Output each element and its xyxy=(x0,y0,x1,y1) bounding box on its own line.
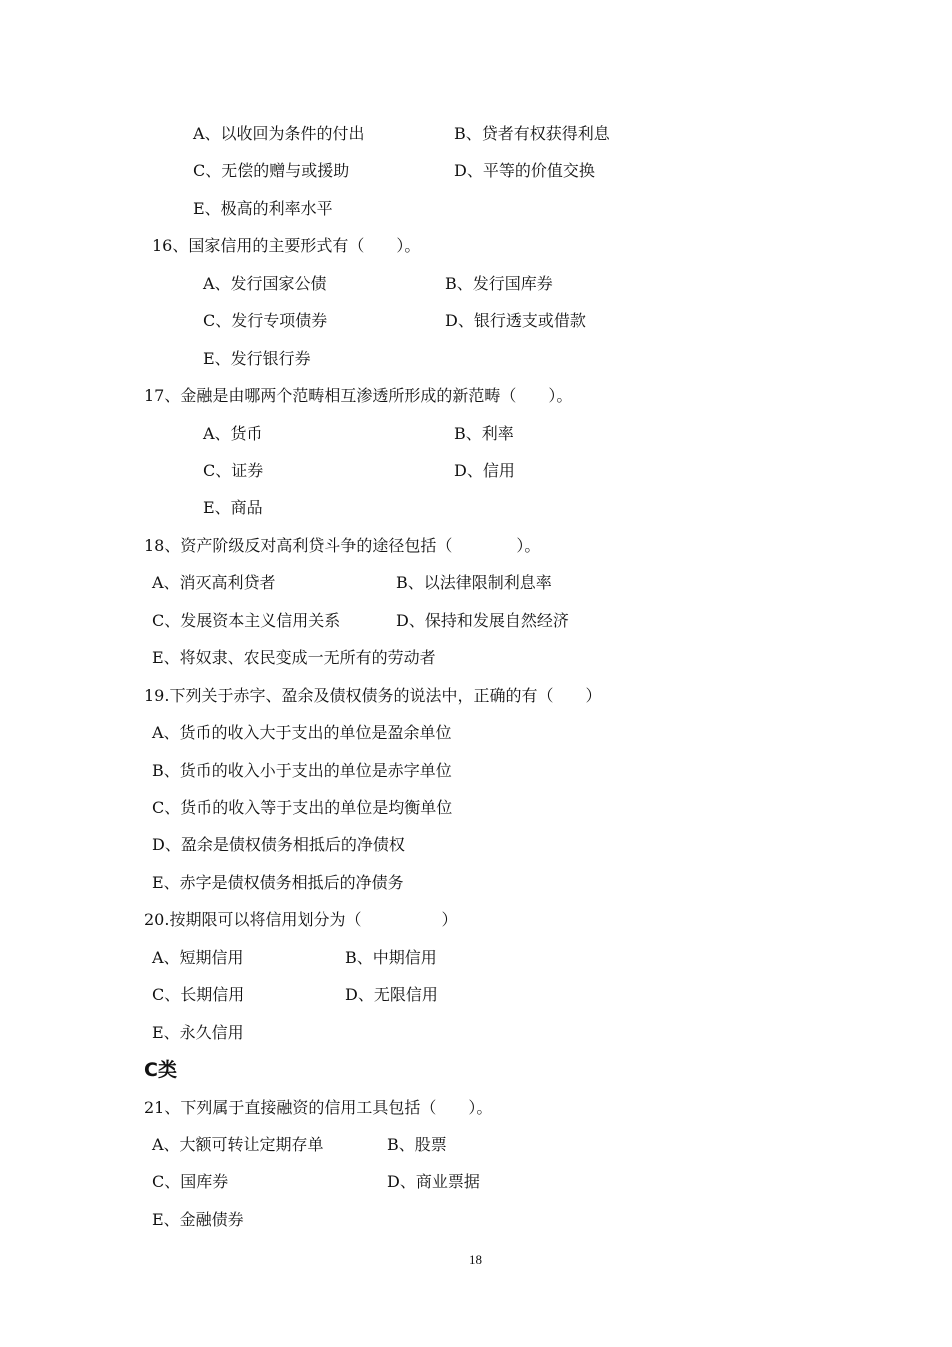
q21-option-b: B、股票 xyxy=(387,1135,447,1154)
q20-option-a: A、短期信用 xyxy=(152,948,244,967)
q15-option-a: A、以收回为条件的付出 xyxy=(193,124,365,143)
q19-option-a: A、货币的收入大于支出的单位是盈余单位 xyxy=(152,723,452,742)
q20-option-b: B、中期信用 xyxy=(345,948,437,967)
q18-option-a: A、消灭高利贷者 xyxy=(152,573,276,592)
q21-option-c: C、国库券 xyxy=(152,1172,229,1191)
q17-option-c: C、证券 xyxy=(203,461,264,480)
q21-stem: 21、下列属于直接融资的信用工具包括（ ）。 xyxy=(144,1098,493,1117)
q15-option-d: D、平等的价值交换 xyxy=(454,161,595,180)
q16-option-e: E、发行银行券 xyxy=(203,349,311,368)
q18-option-c: C、发展资本主义信用关系 xyxy=(152,611,341,630)
q16-option-c: C、发行专项债券 xyxy=(203,311,328,330)
q19-option-b: B、货币的收入小于支出的单位是赤字单位 xyxy=(152,761,452,780)
q20-option-e: E、永久信用 xyxy=(152,1023,244,1042)
section-heading-c: C类 xyxy=(144,1059,177,1081)
q20-option-d: D、无限信用 xyxy=(345,985,438,1004)
q15-option-e: E、极高的利率水平 xyxy=(193,199,333,218)
page-number: 18 xyxy=(469,1252,482,1267)
q16-option-a: A、发行国家公债 xyxy=(203,274,327,293)
q20-option-c: C、长期信用 xyxy=(152,985,245,1004)
q19-option-e: E、赤字是债权债务相抵后的净债务 xyxy=(152,873,404,892)
q18-option-b: B、以法律限制利息率 xyxy=(396,573,552,592)
q21-option-e: E、金融债券 xyxy=(152,1210,244,1229)
q17-option-b: B、利率 xyxy=(454,424,514,443)
q19-option-d: D、盈余是债权债务相抵后的净债权 xyxy=(152,835,405,854)
q18-option-e: E、将奴隶、农民变成一无所有的劳动者 xyxy=(152,648,436,667)
q17-option-e: E、商品 xyxy=(203,498,263,517)
q16-stem: 16、国家信用的主要形式有（ ）。 xyxy=(152,236,421,255)
q15-option-b: B、贷者有权获得利息 xyxy=(454,124,610,143)
q21-option-d: D、商业票据 xyxy=(387,1172,480,1191)
q19-stem: 19.下列关于赤字、盈余及债权债务的说法中，正确的有（ ） xyxy=(144,686,602,705)
q18-stem: 18、资产阶级反对高利贷斗争的途径包括（ ）。 xyxy=(144,536,541,555)
q19-option-c: C、货币的收入等于支出的单位是均衡单位 xyxy=(152,798,453,817)
q21-option-a: A、大额可转让定期存单 xyxy=(152,1135,324,1154)
q16-option-b: B、发行国库券 xyxy=(445,274,553,293)
q17-option-a: A、货币 xyxy=(203,424,263,443)
q17-option-d: D、信用 xyxy=(454,461,515,480)
q15-option-c: C、无偿的赠与或援助 xyxy=(193,161,350,180)
q20-stem: 20.按期限可以将信用划分为（ ） xyxy=(144,910,458,929)
q17-stem: 17、金融是由哪两个范畴相互渗透所形成的新范畴（ ）。 xyxy=(144,386,573,405)
q18-option-d: D、保持和发展自然经济 xyxy=(396,611,569,630)
q16-option-d: D、银行透支或借款 xyxy=(445,311,586,330)
